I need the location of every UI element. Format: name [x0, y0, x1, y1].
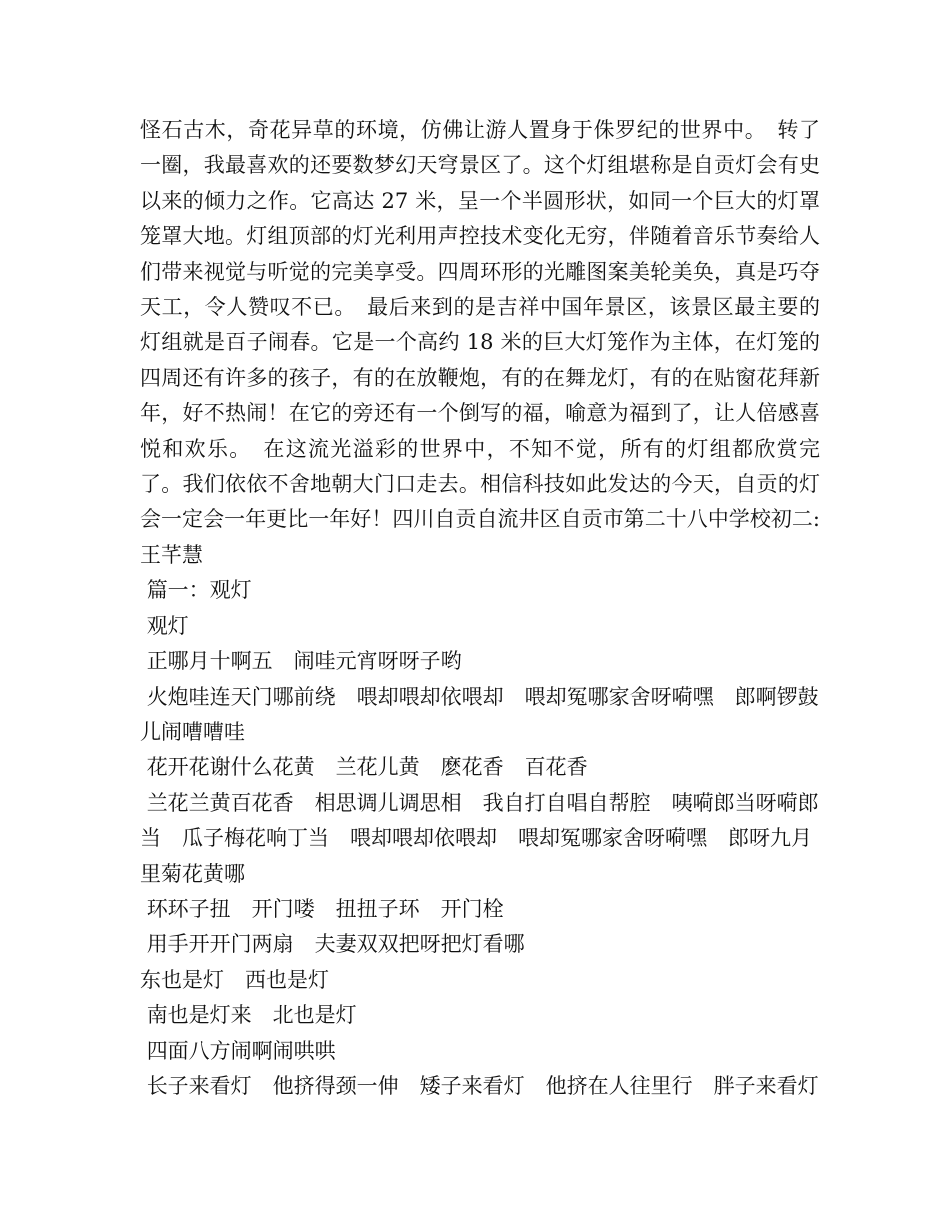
lyric-line: 东也是灯 西也是灯	[140, 967, 329, 992]
lyric-line: 花开花谢什么花黄 兰花儿黄 麽花香 百花香	[140, 755, 588, 780]
lyric-line: 用手开开门两扇 夫妻双双把呀把灯看哪	[140, 932, 525, 957]
lyric-line: 南也是灯来 北也是灯	[140, 1003, 357, 1028]
lyric-line: 火炮哇连天门哪前绕 喂却喂却依喂却 喂却冤哪家舍呀嗬嘿 郎啊锣鼓儿闹嘈嘈哇	[140, 684, 819, 744]
song-title: 观灯	[140, 613, 189, 638]
lyric-line: 兰花兰黄百花香 相思调儿调思相 我自打自唱自帮腔 咦嗬郎当呀嗬郎当 瓜子梅花响丁当 喂却喂却依喂却 喂却冤哪家舍呀嗬嘿 郎呀九月里菊花黄哪	[140, 790, 819, 886]
lyric-line: 长子来看灯 他挤得颈一伸 矮子来看灯 他挤在人往里行 胖子来看灯	[140, 1073, 819, 1098]
article-paragraph: 怪石古木，奇花异草的环境，仿佛让游人置身于侏罗纪的世界中。 转了一圈，我最喜欢的还要数梦幻天穹景区了。这个灯组堪称是自贡灯会有史以来的倾力之作。它高达 27 米，呈一个半圆形状，如同一个巨大的灯罩笼罩大地。灯组顶部的灯光利用声控技术变化无穷，伴随着音乐节奏给人们带来视觉与听觉的完美享受。四周环形的光雕图案美轮美奂，真是巧夺天工，令人赞叹不已。 最后来到的是吉祥中国年景区，该景区最主要的灯组就是百子闹春。它是一个高约 18 米的巨大灯笼作为主体，在灯笼的四周还有许多的孩子，有的在放鞭炮，有的在舞龙灯，有的在贴窗花拜新年，好不热闹！在它的旁还有一个倒写的福，喻意为福到了，让人倍感喜悦和欢乐。 在这流光溢彩的世界中，不知不觉，所有的灯组都欣赏完了。我们依依不舍地朝大门口走去。相信科技如此发达的今天，自贡的灯会一定会一年更比一年好！四川自贡自流井区自贡市第二十八中学校初二:王芊慧	[140, 118, 820, 567]
document-body	[140, 113, 820, 1104]
lyric-line: 四面八方闹啊闹哄哄	[140, 1038, 336, 1063]
lyric-line: 正哪月十啊五 闹哇元宵呀呀子哟	[140, 649, 462, 674]
section-heading: 篇一：观灯	[140, 578, 252, 603]
lyric-line: 环环子扭 开门喽 扭扭子环 开门栓	[140, 896, 504, 921]
